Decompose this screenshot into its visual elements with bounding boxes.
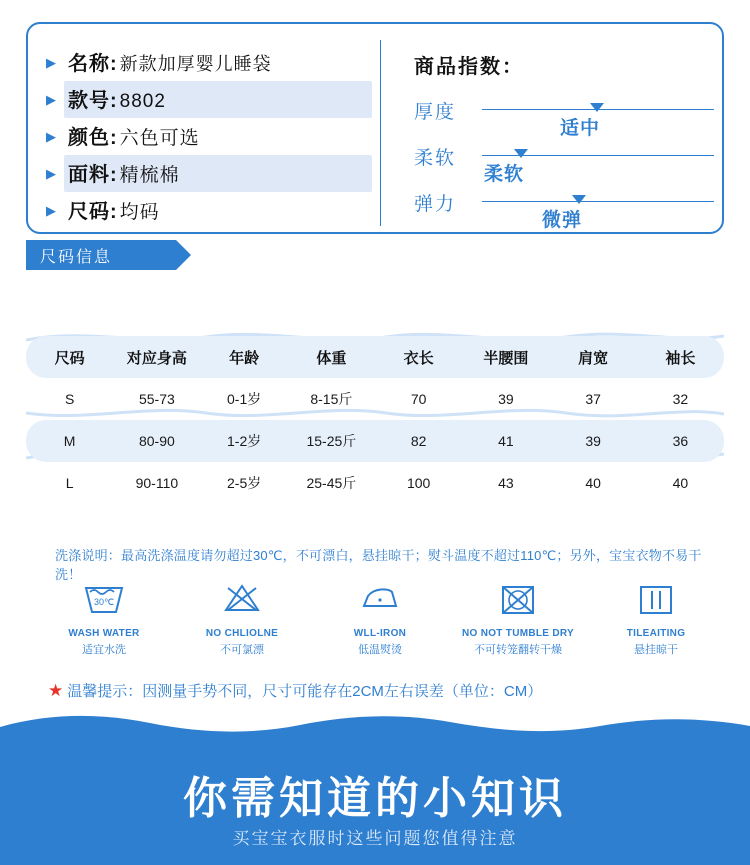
wash-icon-cn: 适宜水洗 — [82, 644, 126, 656]
wash-icon-cn: 不可转笼翻转干燥 — [474, 644, 562, 656]
index-value: 适中 — [560, 118, 601, 139]
table-cell: 82 — [410, 433, 427, 449]
triangle-bullet-icon: ▶ — [46, 91, 56, 107]
index-track — [482, 201, 714, 202]
spec-key: 面料: — [68, 163, 118, 186]
index-row-softness — [414, 139, 714, 185]
wash-icon-en: WASH WATER — [68, 628, 140, 639]
table-cell: 43 — [498, 475, 514, 491]
product-indices — [414, 50, 714, 231]
table-cell: 32 — [672, 391, 689, 407]
spec-key: 尺码: — [68, 200, 118, 223]
no-tumble-dry-icon — [494, 578, 542, 622]
table-cell: 2-5岁 — [227, 475, 262, 491]
bottom-banner — [0, 714, 750, 865]
indices-title: 商品指数： — [414, 56, 524, 78]
spec-value: 新款加厚婴儿睡袋 — [119, 53, 272, 74]
table-cell: 70 — [410, 391, 427, 407]
table-cell: 15-25斤 — [306, 433, 357, 449]
wash-icon-cell — [178, 578, 306, 657]
spec-key: 颜色: — [68, 126, 118, 149]
table-row — [26, 420, 724, 462]
wave-divider — [0, 714, 750, 739]
warm-tips-text: 温馨提示：因测量手势不同，尺寸可能存在2CM左右误差（单位：CM） — [67, 683, 543, 700]
index-value: 柔软 — [484, 164, 525, 185]
table-cell: 25-45斤 — [306, 475, 357, 491]
wash-water-icon — [80, 578, 128, 622]
table-cell: 39 — [585, 433, 601, 449]
table-cell: 90-110 — [135, 475, 179, 491]
table-cell: 55-73 — [138, 391, 175, 407]
table-header-cell: 体重 — [316, 349, 347, 367]
wash-icon-cn: 不可氯漂 — [220, 644, 264, 656]
index-marker-icon — [572, 195, 586, 204]
bottom-title: 你需知道的小知识 — [183, 773, 567, 824]
index-label: 柔软 — [414, 148, 457, 169]
index-label: 弹力 — [414, 194, 457, 215]
table-header-cell: 对应身高 — [126, 349, 187, 367]
index-label: 厚度 — [414, 102, 457, 123]
table-cell: M — [63, 433, 76, 449]
table-header-cell: 肩宽 — [578, 349, 609, 367]
triangle-bullet-icon: ▶ — [46, 54, 56, 70]
spec-row — [46, 44, 376, 80]
wash-icon-en: WLL-IRON — [353, 628, 407, 639]
table-cell: 41 — [498, 433, 514, 449]
low-iron-icon — [356, 578, 404, 622]
spec-list — [46, 44, 376, 229]
spec-key: 款号: — [68, 89, 118, 112]
wash-icon-en: NO NOT TUMBLE DRY — [462, 628, 574, 639]
table-header-row — [26, 336, 724, 378]
star-icon: ★ — [48, 680, 64, 700]
spec-row — [46, 118, 376, 154]
spec-row — [46, 81, 376, 117]
table-cell: 1-2岁 — [227, 433, 262, 449]
table-cell: 100 — [406, 475, 431, 491]
table-cell: 39 — [498, 391, 514, 407]
table-cell: 36 — [672, 433, 689, 449]
index-marker-icon — [590, 103, 604, 112]
bottom-subtitle: 买宝宝衣服时这些问题您值得注意 — [232, 829, 518, 848]
table-cell: 0-1岁 — [227, 391, 262, 407]
table-cell: 37 — [585, 391, 601, 407]
table-cell: S — [64, 391, 75, 407]
wash-icon-cell — [316, 578, 444, 657]
spec-key: 名称: — [68, 52, 118, 75]
table-row — [26, 462, 724, 504]
panel-divider — [380, 40, 381, 226]
line-dry-icon — [632, 578, 680, 622]
index-value: 微弹 — [542, 210, 583, 231]
wash-icon-cell — [592, 578, 720, 657]
size-table — [26, 336, 724, 504]
triangle-bullet-icon: ▶ — [46, 202, 56, 218]
table-cell: 40 — [672, 475, 689, 491]
index-row-elasticity — [414, 185, 714, 231]
warm-tips — [48, 680, 708, 701]
svg-text:30℃: 30℃ — [93, 597, 115, 607]
triangle-bullet-icon: ▶ — [46, 128, 56, 144]
table-header-cell: 衣长 — [403, 349, 434, 367]
wash-icon-cn: 悬挂晾干 — [634, 644, 678, 656]
table-header-cell: 袖长 — [665, 349, 696, 367]
wash-icon-en: TILEAITING — [626, 628, 686, 639]
table-cell: L — [65, 475, 74, 491]
spec-row — [46, 155, 376, 191]
table-header-cell: 年龄 — [229, 349, 260, 367]
triangle-bullet-icon: ▶ — [46, 165, 56, 181]
table-row — [26, 378, 724, 420]
wash-icon-cell — [40, 578, 168, 657]
wash-icon-cell — [454, 578, 582, 657]
spec-value: 六色可选 — [119, 127, 200, 149]
wash-icon-cn: 低温熨烫 — [358, 644, 402, 656]
spec-value: 均码 — [119, 201, 160, 223]
size-info-banner — [26, 240, 176, 270]
table-header-cell: 半腰围 — [483, 349, 529, 367]
table-cell: 80-90 — [138, 433, 175, 449]
index-row-thickness — [414, 93, 714, 139]
spec-row — [46, 192, 376, 228]
size-info-banner-label: 尺码信息 — [40, 248, 113, 266]
spec-value: 8802 — [119, 90, 166, 112]
spec-value: 精梳棉 — [119, 164, 180, 186]
table-cell: 40 — [585, 475, 601, 491]
table-header-cell: 尺码 — [54, 349, 85, 367]
wash-icons-row — [40, 578, 720, 657]
table-cell: 8-15斤 — [310, 391, 353, 407]
index-marker-icon — [514, 149, 528, 158]
wash-icon-en: NO CHLIOLNE — [205, 628, 279, 639]
wash-instruction-text: 洗涤说明：最高洗涤温度请勿超过30℃，不可漂白，悬挂晾干；熨斗温度不超过110℃；另外，宝宝衣物不易干洗！ — [55, 548, 702, 582]
no-chlorine-icon — [218, 578, 266, 622]
